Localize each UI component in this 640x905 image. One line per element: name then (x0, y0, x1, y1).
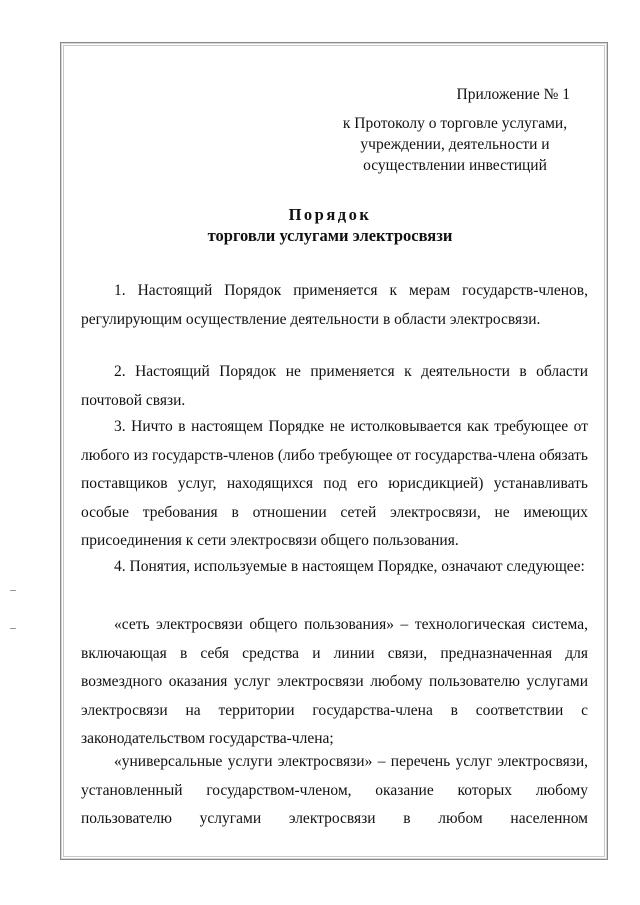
paragraph-2: 2. Настоящий Порядок не применяется к деятельности в области почтовой связи. (81, 363, 588, 409)
protocol-header (330, 113, 580, 176)
paragraph-3: 3. Ничто в настоящем Порядке не истолковывается как требующее от любого из государств-членов (либо требующее от государства-члена обязать поставщиков услуг, находящихся под его юрисдикцией) устанавливать особые требования в отношении сетей электросвязи, не имеющих присоединения к сети электросвязи общего пользования. (81, 418, 588, 550)
definition-public-network: «сеть электросвязи общего пользования» – технологическая система, включающая в себя средства и линии связи, предназначенная для возмездного оказания услуг электросвязи любому пользователю услугами электросвязи на территории государства-члена в соответствии с законодательством государства-члена; (81, 616, 588, 748)
header-line: к Протоколу о торговле услугами, (342, 115, 568, 132)
header-line: учреждении, деятельности и (360, 136, 550, 153)
appendix-label: Приложение № 1 (456, 86, 570, 103)
paragraph-1: 1. Настоящий Порядок применяется к мерам государств-членов, регулирующим осуществление деятельности в области электросвязи. (81, 282, 588, 328)
scan-mark (10, 628, 16, 629)
title-line: Порядок (288, 205, 372, 224)
paragraph-4: 4. Понятия, используемые в настоящем Порядке, означают следующее: (114, 558, 585, 575)
scan-mark (10, 590, 16, 591)
header-line: осуществлении инвестиций (363, 157, 547, 174)
title-line: торговли услугами электросвязи (207, 226, 453, 245)
document-title (80, 204, 580, 246)
definition-universal-services: «универсальные услуги электросвязи» – перечень услуг электросвязи, установленный государством-членом, оказание которых любому пользователю услугами электросвязи в любом населенном (81, 753, 588, 828)
